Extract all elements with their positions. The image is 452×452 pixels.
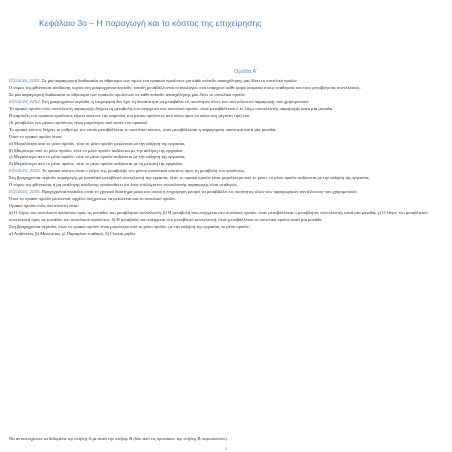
question-line: Όταν το οριακό προϊόν μειώνεται, αρχίζει συγχρόνως να μειώνεται και το συνολικό προϊόν. — [9, 196, 177, 202]
exam-label: Εξετάσεις 2004 — [9, 168, 40, 174]
question-line: Οι μεταβολές του μέσου προϊόντος είναι μικρότερες από αυτές του οριακού. — [9, 119, 149, 125]
question-line: Ο νόμος της φθίνουσας ή μη ανάλογης απόδοσης προϋποθέτει ότι ένας τουλάχιστον συντελεστής παραγωγής είναι σταθερός. — [9, 182, 238, 188]
exam-label: Εξετάσεις 2003 — [9, 98, 40, 104]
question-line: Εξετάσεις 2004. Το οριακό κόστος είναι ο λόγος της μεταβολής του μέσου συνολικού κόστους προς τη μεταβολή του προϊόντος. — [9, 168, 246, 174]
chapter-title: Κεφάλαιο 3ο – Η παραγωγή και το κόστος της επιχείρησης — [39, 18, 262, 28]
question-line: Ο νόμος της φθίνουσας απόδοσης ισχύει στη μακροχρόνια περίοδο, επειδή μεταβάλλονται οι αναλογίες που υπάρχουν κάθε φορά ανάμεσα στους σταθερούς και τους μεταβλητούς συντελεστές. — [9, 84, 361, 90]
exam-label: Εξετάσεις 2005 — [9, 189, 40, 195]
question-line: Το οριακό προϊόν ενός συντελεστή παραγωγής δείχνει τη μεταβολή που επέρχεται στο συνολικό προϊόν, όταν μεταβάλλεται ο εν λόγω συντελεστής παραγωγής κατά μία μονάδα. — [9, 105, 334, 111]
answer-option: α) Ο λόγος του συνολικού προϊόντος προς τις μονάδες του μεταβλητού συντελεστή, β) Η μεταβολή που επέρχεται στο συνολικό προϊόν, όταν μεταβάλλεται ο μεταβλητός συντελεστής κατά μία μονάδα, γ) Ο λόγος του μεταβλητού συντελεστή προς τις μονάδες του συνολικού προϊόντος, δ) Η μεταβολή που επέρχεται στο μεταβλητό συντελεστή, όταν μεταβάλλεται το συνολικό προϊόν κατά μία μονάδα — [9, 210, 428, 223]
question-line: Εξετάσεις 2001. Σε μία παραγωγική διαδικασία το άθροισμα των τιμών του οριακού προϊόντος για κάθε επίπεδο απασχόλησης μας δίνει το συνολικό προϊόν. — [9, 78, 298, 83]
statement-text: Βραχυχρόνια περίοδος είναι το χρονικό διάστημα μέσα στο οποίο η επιχείρηση μπορεί να μεταβάλλει τις ποσότητες όλων των παραγωγικών συντελεστών που χρησιμοποιεί. — [41, 189, 358, 195]
answer-option: γ) Μεγαλύτερο από το μέσο προϊόν, τότε το μέσο προϊόν αυξάνεται με την αύξηση της εργασίας — [9, 154, 185, 160]
matching-instruction: Να αντιστοιχίσετε τα δεδομένα της στήλης Α με αυτά της στήλης Β (δύο από τις προτάσεις της στήλης Β περισσεύουν). — [9, 436, 228, 441]
statement-text: Το οριακό κόστος είναι ο λόγος της μεταβολής του μέσου συνολικού κόστους προς τη μεταβολή του προϊόντος. — [41, 168, 246, 174]
exam-label: Εξετάσεις 2001 — [9, 78, 40, 83]
page-number: 1 — [224, 446, 228, 451]
answer-option: α) Μεγαλύτερο από το μέσο προϊόν, τότε το μέσο προϊόν μειώνεται με την αύξηση της εργασίας — [9, 140, 185, 146]
question-line: Στη βραχυχρόνια περίοδο παραγωγής με μοναδικό μεταβλητό συντελεστή την εργασία, όταν το οριακό προϊόν είναι μεγαλύτερο από το μέσο, το μέσο προϊόν αυξάνεται με την αύξηση της εργασίας. — [9, 175, 370, 181]
question-line: Η καμπύλη του οριακού προϊόντος τέμνει πάντοτε την καμπύλη του μέσου προϊόντος από πάνω προς τα κάτω στη μέγιστη τιμή του. — [9, 112, 251, 118]
question-line: Εξετάσεις 2003. Στη μακροχρόνια περίοδο, η επιχείρηση δεν έχει τη δυνατότητα να μεταβάλει τις ποσότητες όλων των συντελεστών παραγωγής που χρησιμοποιεί. — [9, 98, 310, 104]
question-line: Οριακό προϊόν ενός συντελεστή είναι: — [9, 203, 79, 209]
answer-option: δ) Μεγαλύτερο από το μέσο προϊόν, τότε το μέσο προϊόν αυξάνεται με τη μείωση της εργασίας — [9, 161, 183, 167]
statement-text: Σε μία παραγωγική διαδικασία το άθροισμα των τιμών του οριακού προϊόντος για κάθε επίπεδο απασχόλησης μας δίνει το συνολικό προϊόν. — [41, 78, 298, 83]
group-title: Ομάδα Α΄ — [234, 69, 258, 75]
statement-text: Στη μακροχρόνια περίοδο, η επιχείρηση δεν έχει τη δυνατότητα να μεταβάλει τις ποσότητες όλων των συντελεστών παραγωγής που χρησιμοποιεί. — [41, 98, 310, 104]
question-line: Σε μία παραγωγική διαδικασία το άθροισμα των οριακών προϊόντων σε κάθε επίπεδο απασχόλησης μας δίνει το συνολικό προϊόν. — [9, 91, 246, 97]
question-line: Το οριακό κόστος δείχνει το ρυθμό με τον οποίο μεταβάλλεται το συνολικό κόστος, όταν μεταβάλλεται η παραγόμενη ποσότητα κατά μία μονάδα. — [9, 126, 277, 132]
question-line: Όταν το οριακό προϊόν είναι: — [9, 133, 63, 139]
question-line: Στη βραχυχρόνια περίοδο, όταν το οριακό προϊόν είναι μικρότερο από το μέσο προϊόν, με την αύξηση της εργασίας το μέσο προϊόν: — [9, 224, 251, 230]
questions-body — [9, 78, 441, 238]
question-line: Εξετάσεις 2005. Βραχυχρόνια περίοδος είναι το χρονικό διάστημα μέσα στο οποίο η επιχείρηση μπορεί να μεταβάλλει τις ποσότητες όλων των παραγωγικών συντελεστών που χρησιμοποιεί. — [9, 189, 358, 195]
answer-option: β) Μικρότερο από το μέσο προϊόν, τότε το μέσο προϊόν αυξάνεται με την αύξηση της εργασίας — [9, 147, 183, 153]
answer-option: α) Αυξάνεται, β) Μειώνεται, γ) Παραμένει σταθερό, δ) Γίνεται μηδέν — [9, 230, 136, 236]
